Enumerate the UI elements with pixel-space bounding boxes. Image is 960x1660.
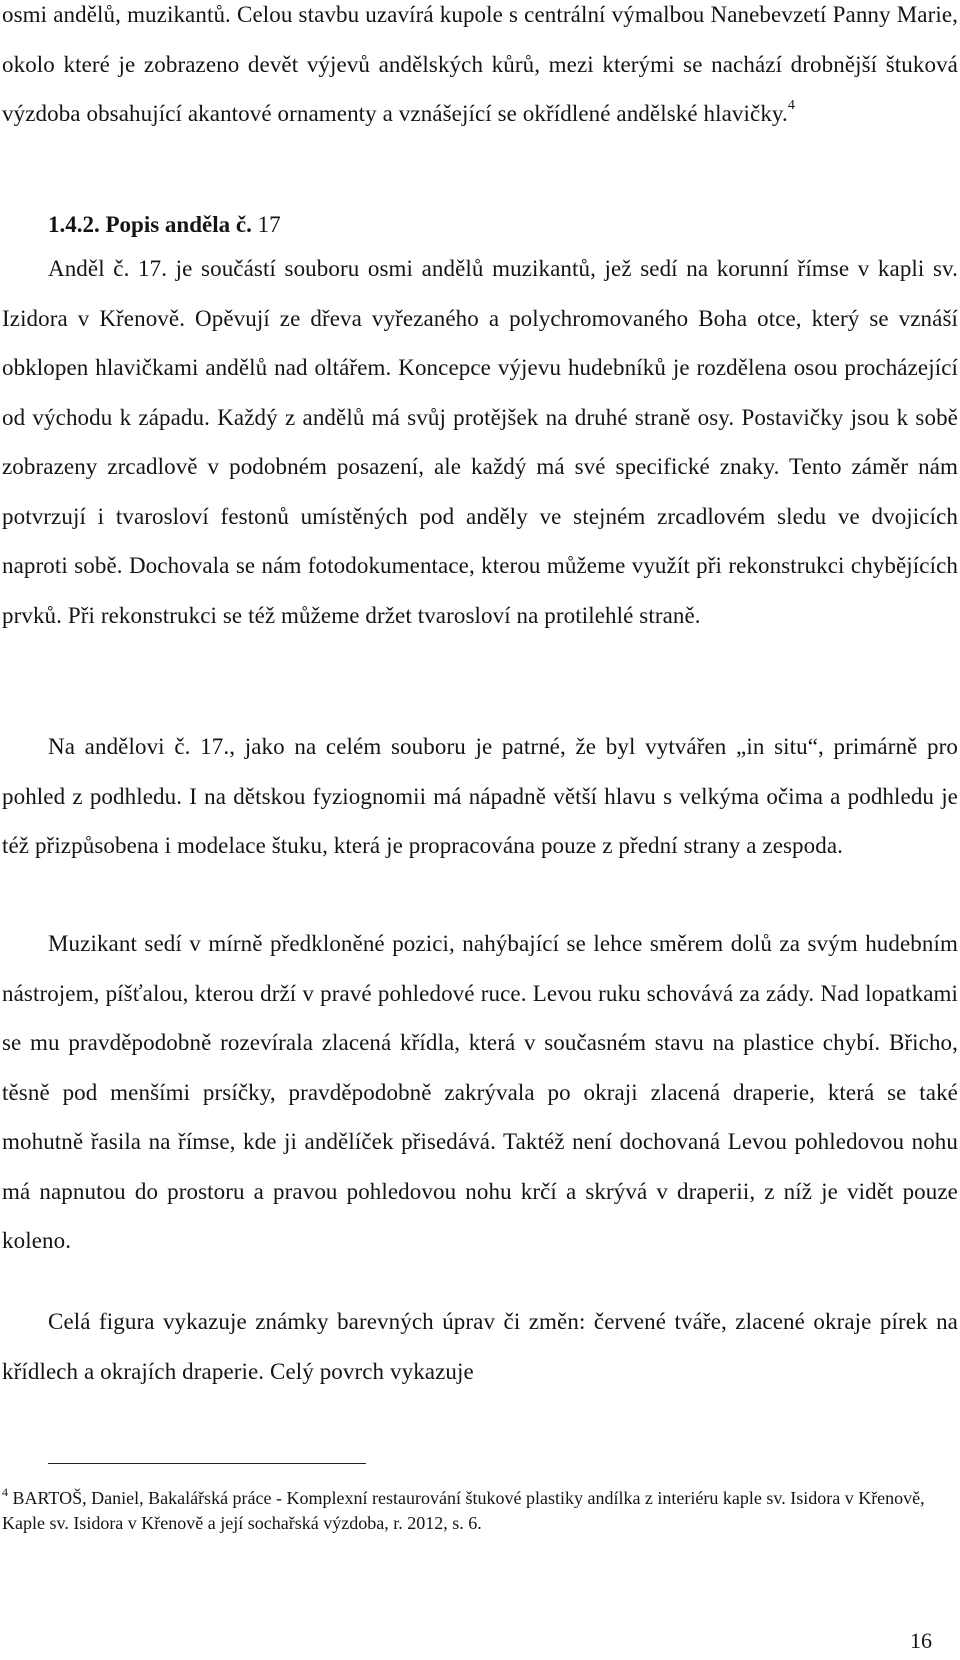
paragraph-musician-pose: Muzikant sedí v mírně předkloněné pozici, nahýbající se lehce směrem dolů za svým hudebním nástrojem, píšťalou, kterou drží v pravé pohledové ruce. Levou ruku schovává za zády. Nad lopatkami se mu pravděpodobně rozevírala zlacená křídla, která v současném stavu na plastice chybí. Břicho, těsně pod menšími prsíčky, pravděpodobně zakrývala po okraji zlacená draperie, která se také mohutně řasila na římse, kde ji andělíček přisedává. Taktéž není dochovaná Levou pohledovou nohu má napnutou do prostoru a pravou pohledovou nohu krčí a skrývá v draperii, z níž je vidět pouze koleno. <box>2 931 958 1253</box>
paragraph-in-situ: Na andělovi č. 17., jako na celém souboru je patrné, že byl vytvářen „in situ“, primárně pro pohled z podhledu. I na dětskou fyziognomii má nápadně větší hlavu s velkýma očima a podhledu je též přizpůsobena i modelace štuku, která je propracována pouze z přední strany a zespoda. <box>2 734 958 858</box>
paragraph-angel-description: Anděl č. 17. je součástí souboru osmi andělů muzikantů, jež sedí na korunní římse v kapli sv. Izidora v Křenově. Opěvují ze dřeva vyřezaného a polychromovaného Boha otce, který se vznáší obklopen hlavičkami andělů nad oltářem. Koncepce výjevu hudebníků je rozdělena osou procházející od východu k západu. Každý z andělů má svůj protějšek na druhé straně osy. Postavičky jsou k sobě zobrazeny zrcadlově v podobném posazení, ale každý má své specifické znaky. Tento záměr nám potvrzují i tvarosloví festonů umístěných pod anděly ve stejném zrcadlovém sledu ve dvojicích naproti sobě. Dochovala se nám fotodokumentace, kterou můžeme využít při rekonstrukci chybějících prvků. Při rekonstrukci se též můžeme držet tvarosloví na protilehlé straně. <box>2 256 958 628</box>
paragraph-intro <box>2 0 958 139</box>
paragraph-intro-text: osmi andělů, muzikantů. Celou stavbu uzavírá kupole s centrální výmalbou Nanebevzetí Panny Marie, okolo které je zobrazeno devět výjevů andělských kůrů, mezi kterými se nachází drobnější štuková výzdoba obsahující akantové ornamenty a vznášející se okřídlené andělské hlavičky. <box>2 2 958 126</box>
section-heading <box>48 205 281 245</box>
section-title: Popis anděla č. <box>105 212 252 237</box>
section-number: 1.4.2. <box>48 212 100 237</box>
footnote-separator <box>48 1463 366 1464</box>
section-title-number: 17 <box>257 212 281 237</box>
paragraph-color-changes: Celá figura vykazuje známky barevných úprav či změn: červené tváře, zlacené okraje pírek na křídlech a okrajích draperie. Celý povrch vykazuje <box>2 1309 958 1384</box>
footnote <box>2 1486 942 1536</box>
page-number: 16 <box>910 1628 932 1653</box>
footnote-reference[interactable]: 4 <box>787 98 795 113</box>
footnote-mark: 4 <box>2 1485 8 1499</box>
footnote-text: BARTOŠ, Daniel, Bakalářská práce - Komplexní restaurování štukové plastiky andílka z interiéru kaple sv. Isidora v Křenově, Kaple sv. Isidora v Křenově a její sochařská výzdoba, r. 2012, s. 6. <box>2 1488 925 1533</box>
